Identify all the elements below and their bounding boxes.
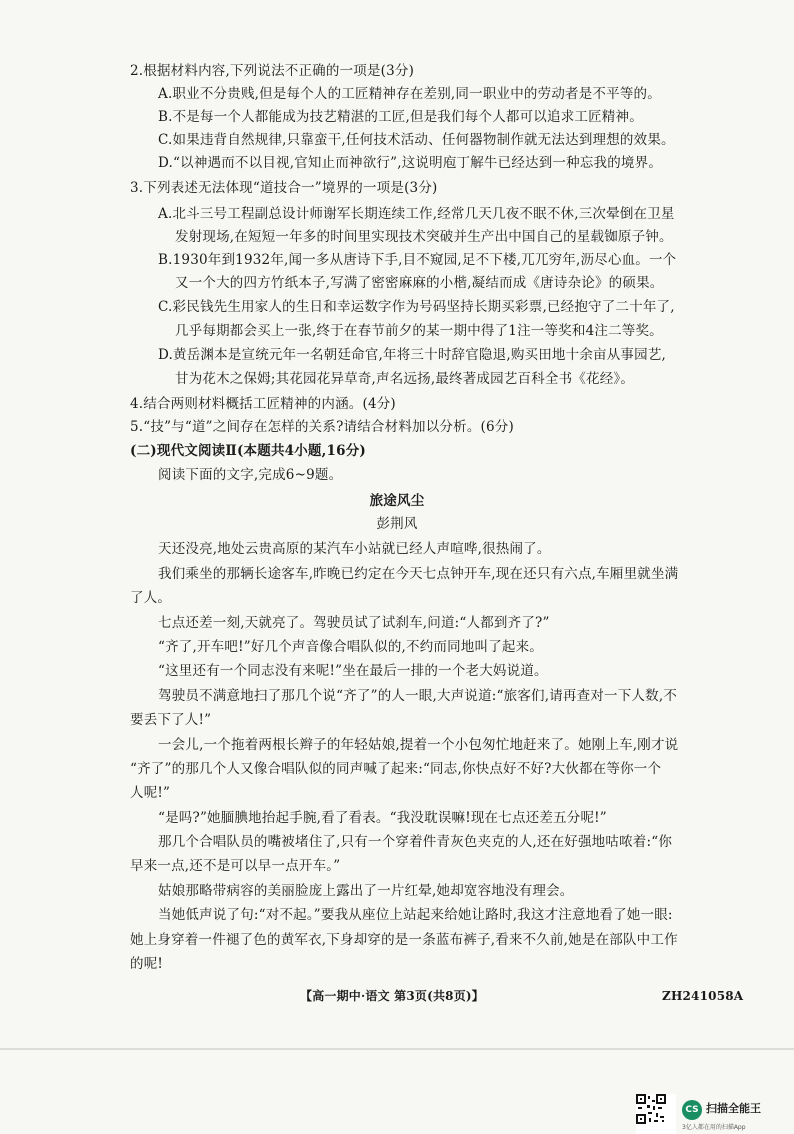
article-line: “是吗?”她腼腆地抬起手腕,看了看表。“我没耽误嘛!现在七点还差五分呢!” xyxy=(158,810,607,826)
q3-option-a-line1: A.北斗三号工程副总设计师谢军长期连续工作,经常几天几夜不眠不休,三次晕倒在卫星 xyxy=(158,206,675,222)
qr-code-icon xyxy=(636,1094,676,1134)
article-line: 驾驶员不满意地扫了那几个说“齐了”的人一眼,大声说道:“旅客们,请再查对一下人数,不 xyxy=(158,688,678,704)
q2-option-a: A.职业不分贵贱,但是每个人的工匠精神存在差别,同一职业中的劳动者是不平等的。 xyxy=(158,86,661,102)
q3-option-d-line2: 甘为花木之保姆;其花园花异草奇,声名远扬,最终著成园艺百科全书《花经》。 xyxy=(175,371,635,387)
camscanner-logo-icon: CS xyxy=(682,1100,702,1120)
article-line: “这里还有一个同志没有来呢!”坐在最后一排的一个老大妈说道。 xyxy=(158,663,548,679)
article-line: “齐了”的那几个人又像合唱队似的同声喊了起来:“同志,你快点好不好?大伙都在等你一个 xyxy=(130,761,662,777)
article-line: 早来一点,还不是可以早一点开车。” xyxy=(130,858,341,874)
q3-option-b-line2: 又一个大的四方竹纸本子,写满了密密麻麻的小楷,凝结而成《唐诗杂论》的硕果。 xyxy=(175,275,664,291)
q2-option-d: D.“以神遇而不以目视,官知止而神欲行”,这说明庖丁解牛已经达到一种忘我的境界。 xyxy=(158,155,663,171)
camscanner-tagline: 3亿人都在用的扫描App xyxy=(682,1124,746,1131)
article-line: 七点还差一刻,天就亮了。驾驶员试了试刹车,问道:“人都到齐了?” xyxy=(158,615,550,631)
footer-page-info: 【高一期中·语文 第3页(共8页)】 xyxy=(300,989,485,1003)
q3-stem: 3.下列表述无法体现“道技合一”境界的一项是(3分) xyxy=(130,180,438,196)
q3-option-b-line1: B.1930年到1932年,闻一多从唐诗下手,目不窥园,足不下楼,兀兀穷年,沥尽心血。一个 xyxy=(158,252,677,268)
q3-option-c-line2: 几乎每期都会买上一张,终于在春节前夕的某一期中得了1注一等奖和4注二等奖。 xyxy=(175,323,663,339)
section-heading: (二)现代文阅读Ⅱ(本题共4小题,16分) xyxy=(130,443,367,459)
article-line: 天还没亮,地处云贵高原的某汽车小站就已经人声喧哗,很热闹了。 xyxy=(158,541,551,557)
q3-option-a-line2: 发射现场,在短短一年多的时间里实现技术突破并生产出中国自己的星载铷原子钟。 xyxy=(175,229,673,245)
article-line: 要丢下了人!” xyxy=(130,712,212,728)
q2-option-c: C.如果违背自然规律,只靠蛮干,任何技术活动、任何器物制作就无法达到理想的效果。 xyxy=(158,132,675,148)
article-author: 彭荆风 xyxy=(376,516,418,532)
article-line: 姑娘那略带病容的美丽脸庞上露出了一片红晕,她却宽容地没有理会。 xyxy=(158,883,574,899)
q5-stem: 5.“技”与“道”之间存在怎样的关系?请结合材料加以分析。(6分) xyxy=(130,419,514,435)
article-line: 她上身穿着一件褪了色的黄军衣,下身却穿的是一条蓝布裤子,看来不久前,她是在部队中工作 xyxy=(130,932,678,948)
footer-exam-code: ZH241058A xyxy=(662,989,744,1003)
article-line: 我们乘坐的那辆长途客车,昨晚已约定在今天七点钟开车,现在还只有六点,车厢里就坐满 xyxy=(158,566,679,582)
section-instruction: 阅读下面的文字,完成6~9题。 xyxy=(158,467,343,483)
article-line: 人呢!” xyxy=(130,785,171,801)
article-line: “齐了,开车吧!”好几个声音像合唱队似的,不约而同地叫了起来。 xyxy=(158,639,544,655)
q3-option-d-line1: D.黄岳渊本是宣统元年一名朝廷命官,年将三十时辞官隐退,购买田地十余亩从事园艺, xyxy=(158,347,667,363)
q2-stem: 2.根据材料内容,下列说法不正确的一项是(3分) xyxy=(130,63,415,79)
q4-stem: 4.结合两则材料概括工匠精神的内涵。(4分) xyxy=(130,396,396,412)
article-line: 那几个合唱队员的嘴被堵住了,只有一个穿着件青灰色夹克的人,还在好强地咕哝着:“你 xyxy=(158,834,673,850)
scan-edge-divider xyxy=(0,1048,794,1050)
article-title: 旅途风尘 xyxy=(369,493,425,509)
q2-option-b: B.不是每一个人都能成为技艺精湛的工匠,但是我们每个人都可以追求工匠精神。 xyxy=(158,109,643,125)
article-line: 的呢! xyxy=(130,956,164,972)
camscanner-name: 扫描全能王 xyxy=(706,1102,761,1115)
article-line: 了人。 xyxy=(130,590,172,606)
article-line: 一会儿,一个拖着两根长辫子的年轻姑娘,提着一个小包匆忙地赶来了。她刚上车,刚才说 xyxy=(158,737,679,753)
q3-option-c-line1: C.彩民钱先生用家人的生日和幸运数字作为号码坚持长期买彩票,已经抱守了二十年了, xyxy=(158,299,675,315)
article-line: 当她低声说了句:“对不起。”要我从座位上站起来给她让路时,我这才注意地看了她一眼: xyxy=(158,907,673,923)
